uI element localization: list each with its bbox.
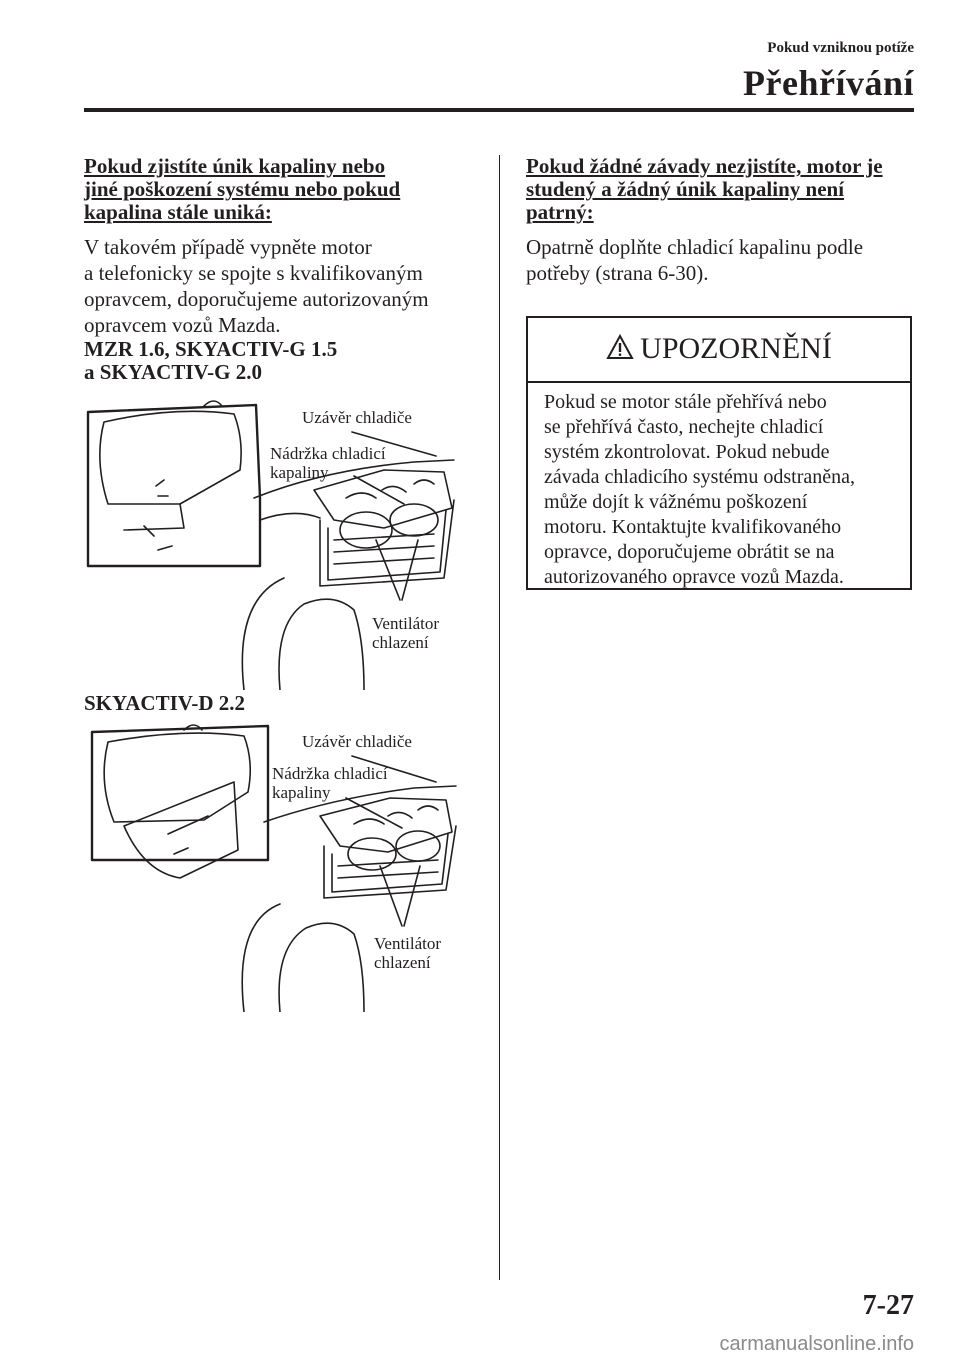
page-title: Přehřívání [743, 63, 914, 103]
caution-text: Pokud se motor stále přehřívá nebo se přehřívá často, nechejte chladicí systém zkontrolovat. Pokud nebude závada chladicího systému odstraněna, může dojít k vážnému poškození motoru. Kontaktujte kvalifikovaného opravce, doporučujeme obrátit se na autorizovaného opravce vozů Mazda. [544, 391, 855, 588]
page-number: 7-27 [862, 1290, 914, 1321]
engine-bay-figure-gasoline [84, 400, 484, 690]
column-divider [499, 155, 500, 1280]
radiator-cap-label: Uzávěr chladiče [302, 732, 412, 751]
caution-title: UPOZORNĚNÍ [640, 332, 832, 365]
radiator-cap-label: Uzávěr chladiče [302, 408, 412, 427]
right-column [526, 155, 916, 286]
caution-separator [528, 381, 910, 383]
coolant-reservoir-label: Nádržka chladicí kapaliny [270, 444, 386, 482]
warning-triangle-icon [606, 334, 634, 368]
caution-box [526, 316, 912, 590]
engine-diesel-heading: SKYACTIV-D 2.2 [84, 691, 246, 715]
section-label: Pokud vzniknou potíže [767, 40, 914, 56]
coolant-reservoir-label: Nádržka chladicí kapaliny [272, 764, 388, 802]
header-rule [84, 108, 914, 112]
leak-instructions: V takovém případě vypněte motor a telefonicky se spojte s kvalifikovaným opravcem, doporučujeme autorizovaným opravcem vozů Mazda. [84, 235, 429, 337]
no-fault-heading: Pokud žádné závady nezjistíte, motor je studený a žádný únik kapaliny není patrný: [526, 154, 883, 224]
caution-title-row [528, 332, 910, 368]
cooling-fan-label: Ventilátor chlazení [374, 934, 442, 972]
watermark: carmanualsonline.info [719, 1333, 914, 1355]
left-column [84, 155, 484, 384]
cooling-fan-label: Ventilátor chlazení [372, 614, 440, 652]
refill-instructions: Opatrně doplňte chladicí kapalinu podle potřeby (strana 6-30). [526, 235, 864, 285]
leak-heading: Pokud zjistíte únik kapaliny nebo jiné poškození systému nebo pokud kapalina stále uniká: [84, 154, 401, 224]
engine-bay-figure-diesel [84, 722, 484, 1012]
engine-gasoline-heading: MZR 1.6, SKYACTIV-G 1.5 a SKYACTIV-G 2.0 [84, 337, 338, 384]
